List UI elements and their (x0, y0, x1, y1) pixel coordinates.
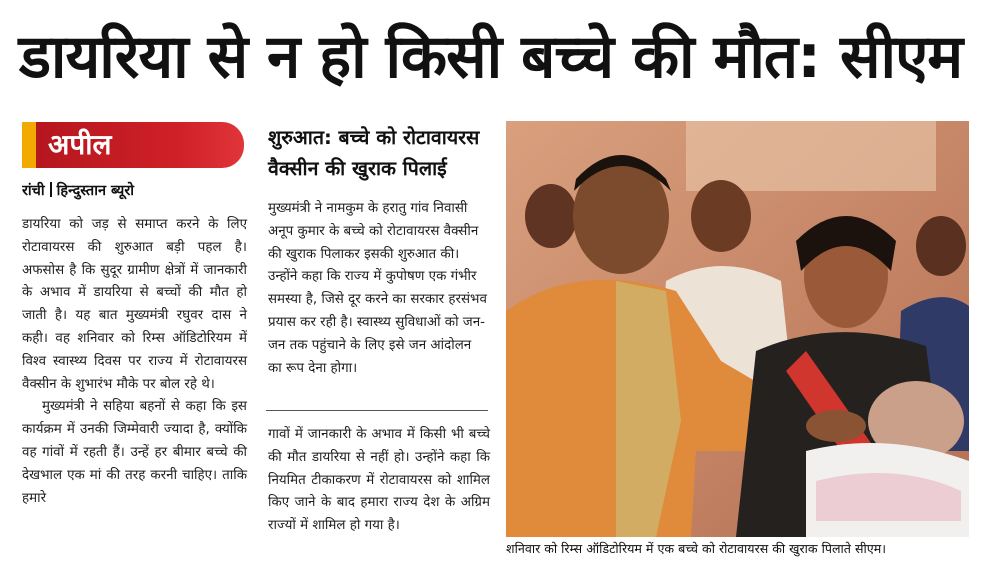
byline-separator (50, 182, 52, 197)
appeal-tag (22, 122, 244, 168)
photo-illustration (506, 121, 969, 537)
byline-source: हिन्दुस्तान ब्यूरो (56, 183, 135, 199)
tag-label: अपील (48, 128, 112, 161)
sidebar-heading: शुरुआत: बच्चे को रोटावायरस वैक्सीन की खुराक पिलाई (268, 126, 480, 180)
headline: डायरिया से न हो किसी बच्चे की मौत: सीएम (18, 22, 963, 92)
sidebar-column-top (268, 198, 488, 380)
article-paragraph: डायरिया को जड़ से समाप्त करने के लिए रोटावायरस की शुरुआत बड़ी पहल है। अफसोस है कि सुदूर ग्रामीण क्षेत्रों में जानकारी के अभाव में डायरिया से बच्चों की मौत हो जाती है। यह बात मुख्यमंत्री रघुवर दास ने कही। वह शनिवार को रिम्स ऑडिटोरियम में विश्व स्वास्थ्य दिवस पर राज्य में रोटावायरस वैक्सीन के शुभारंभ मौके पर बोल रहे थे। (22, 217, 247, 392)
sidebar-paragraph: मुख्यमंत्री ने नामकुम के हरातु गांव निवासी अनूप कुमार के बच्चे को रोटावायरस वैक्सीन की खुराक पिलाकर इसकी शुरुआत की। उन्होंने कहा कि राज्य में कुपोषण एक गंभीर समस्या है, जिसे दूर करने का सरकार हरसंभव प्रयास कर रही है। स्वास्थ्य सुविधाओं को जन-जन तक पहुंचाने के लिए इसे जन आंदोलन का रूप देना होगा। (268, 201, 487, 376)
sidebar-paragraph: गावों में जानकारी के अभाव में किसी भी बच्चे की मौत डायरिया से नहीं हो। उन्होंने कहा कि नियमित टीकाकरण में रोटावायरस को शामिल किए जाने के बाद हमारा राज्य देश के अग्रिम राज्यों में शामिल हो गया है। (268, 427, 490, 534)
sidebar-column-bottom (268, 424, 490, 538)
byline (22, 180, 247, 200)
byline-place: रांची (22, 183, 45, 199)
article-paragraph: मुख्यमंत्री ने सहिया बहनों से कहा कि इस कार्यक्रम में उनकी जिम्मेवारी ज्यादा है, क्योंकि वह गांवों में रहती हैं। उन्हें हर बीमार बच्चे की देखभाल एक मां की तरह करनी चाहिए। ताकि हमारे (22, 399, 247, 506)
tag-accent-bar (22, 122, 36, 168)
news-photo (506, 121, 969, 537)
column-divider (266, 410, 488, 411)
article-column-1 (22, 214, 247, 510)
photo-caption: शनिवार को रिम्स ऑडिटोरियम में एक बच्चे को रोटावायरस की खुराक पिलाते सीएम। (506, 541, 887, 556)
